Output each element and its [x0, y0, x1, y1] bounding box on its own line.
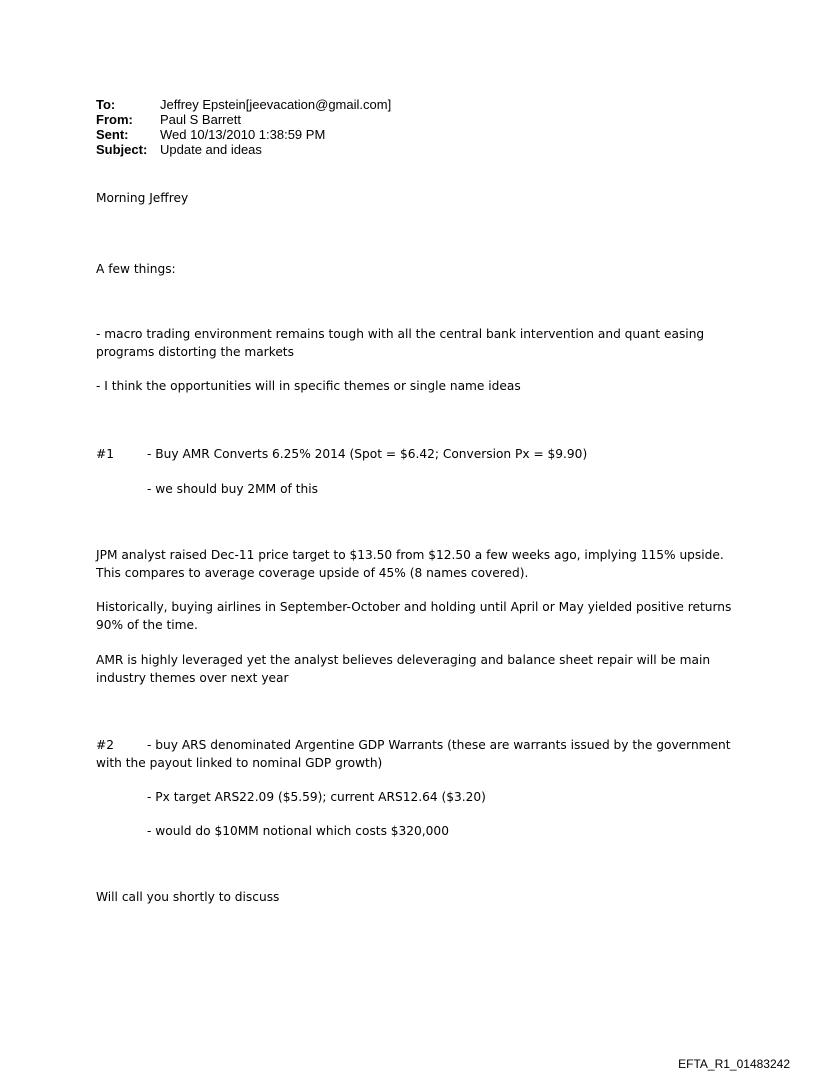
to-value: Jeffrey Epstein[jeevacation@gmail.com] — [160, 97, 392, 112]
idea-1-number: #1 — [96, 447, 114, 461]
idea-2-number: #2 — [96, 738, 114, 752]
idea-2-notional: - would do $10MM notional which costs $320,000 — [147, 824, 449, 838]
to-label: To: — [96, 97, 116, 112]
subject-label: Subject: — [96, 142, 148, 157]
intro-line: A few things: — [96, 262, 176, 276]
from-value: Paul S Barrett — [160, 112, 241, 127]
idea-2-text: - buy ARS denominated Argentine GDP Warrants (these are warrants issued by the government with the payout linked to nominal GDP growth) — [96, 738, 731, 770]
idea-2 — [96, 736, 736, 772]
historically-paragraph: Historically, buying airlines in September-October and holding until April or May yielded positive returns 90% of the time. — [96, 600, 732, 632]
idea-1-detail: - we should buy 2MM of this — [147, 482, 318, 496]
amr-paragraph: AMR is highly leveraged yet the analyst believes deleveraging and balance sheet repair will be main industry themes over next year — [96, 653, 711, 685]
idea-1-text: - Buy AMR Converts 6.25% 2014 (Spot = $6.42; Conversion Px = $9.90) — [147, 447, 588, 461]
document-id: EFTA_R1_01483242 — [678, 1057, 790, 1071]
opportunities-line: - I think the opportunities will in specific themes or single name ideas — [96, 379, 521, 393]
from-label: From: — [96, 112, 133, 127]
macro-paragraph: - macro trading environment remains tough with all the central bank intervention and quant easing programs distorting the markets — [96, 327, 705, 359]
from-row — [96, 112, 391, 127]
sent-row — [96, 127, 391, 142]
jpm-paragraph: JPM analyst raised Dec-11 price target to $13.50 from $12.50 a few weeks ago, implying 115% upside. This compares to average coverage upside of 45% (8 names covered). — [96, 548, 724, 580]
sent-label: Sent: — [96, 127, 129, 142]
subject-row — [96, 142, 391, 157]
idea-2-price-target: - Px target ARS22.09 ($5.59); current ARS12.64 ($3.20) — [147, 790, 486, 804]
closing-line: Will call you shortly to discuss — [96, 890, 280, 904]
greeting: Morning Jeffrey — [96, 191, 189, 205]
subject-value: Update and ideas — [160, 142, 262, 157]
sent-value: Wed 10/13/2010 1:38:59 PM — [160, 127, 326, 142]
idea-1 — [96, 445, 587, 463]
email-header — [96, 97, 391, 157]
to-row — [96, 97, 391, 112]
